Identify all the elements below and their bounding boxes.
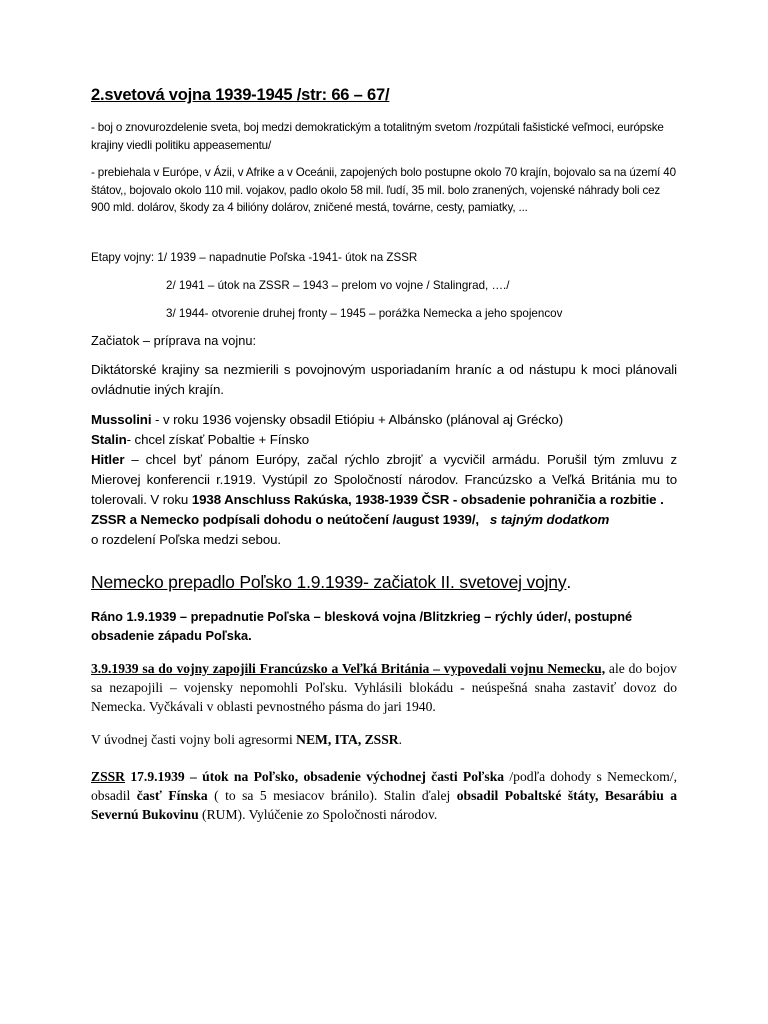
- states-paragraph: [91, 410, 677, 550]
- ussr-expulsion: (RUM). Vylúčenie zo Spoločnosti národov.: [198, 806, 438, 822]
- section-heading-preparation: Začiatok – príprava na vojnu:: [91, 332, 257, 348]
- aggressors-end: .: [398, 731, 403, 747]
- ussr-agreement: /podľa dohody s Nemeckom/, obsadil: [91, 768, 677, 803]
- stage-1-text: 1/ 1939 – napadnutie Poľska -1941- útok na ZSSR: [157, 250, 418, 264]
- stage-1: [91, 249, 677, 266]
- stages-label: Etapy vojny:: [91, 250, 158, 264]
- pact-rest: o rozdelení Poľska medzi sebou.: [91, 531, 281, 547]
- page-title: 2.svetová vojna 1939-1945 /str: 66 – 67/: [91, 86, 390, 104]
- pact-secret: s tajným dodatkom: [489, 511, 610, 527]
- document-page: [91, 86, 677, 824]
- aggressors-text: V úvodnej časti vojny boli agresormi: [91, 731, 297, 747]
- stage-3: 3/ 1944- otvorenie druhej fronty – 1945 – porážka Nemecka a jeho spojencov: [166, 306, 563, 320]
- france-britain-bold: 3.9.1939 sa do vojny zapojili Francúzsko a Veľká Británia – vypovedali vojnu Nemecku,: [91, 660, 606, 676]
- section-heading-invasion: [91, 572, 677, 593]
- invasion-paragraph: Ráno 1.9.1939 – prepadnutie Poľska – blesková vojna /Blitzkrieg – rýchly úder/, postupné obsadenie západu Poľska.: [91, 608, 633, 643]
- hitler-text: – chcel byť pánom Európy, začal rýchlo zbrojiť a vycvičil armádu. Porušil tým zmluvu z Mierovej konferencii r.1919. Vystúpil zo Spoločností národov. Francúzsko a Veľká Británia mu to tolerovali. V roku: [91, 451, 677, 507]
- mussolini-name: Mussolini: [91, 411, 152, 427]
- intro-paragraph-1: - boj o znovurozdelenie sveta, boj medzi demokratickým a totalitným svetom /rozpútali fašistické veľmoci, európske krajiny viedli politiku appeasementu/: [91, 121, 664, 152]
- ussr-occupied: obsadil Pobaltské štáty, Besarábiu a Severnú Bukovinu: [91, 787, 677, 822]
- ussr-finland: časť Fínska: [136, 787, 208, 803]
- stalin-text: - chcel získať Pobaltie + Fínsko: [126, 431, 310, 447]
- hitler-bold: 1938 Anschluss Rakúska, 1938-1939 ČSR - obsadenie pohraničia a rozbitie .: [191, 491, 664, 507]
- war-stages: [91, 249, 677, 322]
- section-heading-invasion-text: Nemecko prepadlo Poľsko 1.9.1939- začiatok II. svetovej vojny: [91, 571, 567, 592]
- stage-2: 2/ 1941 – útok na ZSSR – 1943 – prelom vo vojne / Stalingrad, …./: [166, 278, 510, 292]
- section-heading-dot: .: [566, 571, 572, 592]
- france-britain-paragraph: [91, 659, 677, 716]
- intro-paragraph-2: - prebiehala v Európe, v Ázii, v Afrike a v Oceánii, zapojených bolo postupne okolo 70 krajín, bojovalo sa na území 40 štátov,, bojovalo okolo 110 mil. vojakov, padlo okolo 58 mil. ľudí, 35 mil. bolo zranených, vojenské náhrady boli cez 900 mld. dolárov, škody za 4 bilióny dolárov, zničené mestá, továrne, cesty, pamiatky, ...: [91, 166, 676, 214]
- aggressors-paragraph: [91, 730, 677, 749]
- france-britain-rest: ale do bojov sa nezapojili – vojensky nepomohli Poľsku. Vyhlásili blokádu - neúspešná snaha zastaviť dovoz do Nemecka. Vyčkávali v oblasti pevnostného pásma do jari 1940.: [91, 660, 677, 714]
- ussr-label: ZSSR: [91, 768, 126, 784]
- ussr-paragraph: [91, 767, 677, 824]
- mussolini-text: - v roku 1936 vojensky obsadil Etiópiu + Albánsko (plánoval aj Grécko): [151, 411, 564, 427]
- ussr-attack: 17.9.1939 – útok na Poľsko, obsadenie východnej časti Poľska: [125, 768, 505, 784]
- stalin-name: Stalin: [91, 431, 127, 447]
- ussr-finland-note: ( to sa 5 mesiacov bránilo). Stalin ďalej: [207, 787, 457, 803]
- pact-text: ZSSR a Nemecko podpísali dohodu o neútočení /august 1939/,: [91, 511, 480, 527]
- preparation-paragraph: Diktátorské krajiny sa nezmierili s povojnovým usporiadaním hraníc a od nástupu k moci plánovali ovládnutie iných krajín.: [91, 361, 677, 397]
- aggressors-list: NEM, ITA, ZSSR: [296, 731, 399, 747]
- hitler-name: Hitler: [91, 451, 125, 467]
